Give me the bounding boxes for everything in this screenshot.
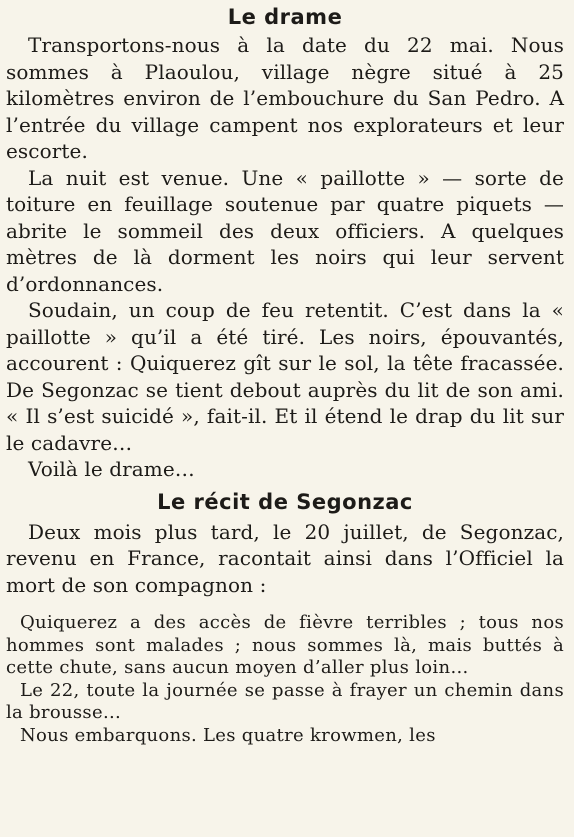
paragraph-voila: Voilà le drame…	[28, 457, 195, 481]
quote-paragraph-embark: Nous embarquons. Les quatre krowmen, les	[20, 724, 436, 746]
quote-paragraph-22: Le 22, toute la journée se passe à frayer un chemin dans la brousse…	[6, 679, 564, 723]
section-heading-le-recit: Le récit de Segonzac	[157, 489, 413, 514]
paragraph-gunshot: Soudain, un coup de feu retentit. C’est dans la « paillotte » qu’il a été tiré. Les noirs, épouvantés, accourent : Quiquerez gît sur le sol, la tête fracassée. De Segonzac se tient debout auprès du lit de son ami. « Il s’est suicidé », fait-il. Et il étend le drap du lit sur le cadavre…	[6, 298, 564, 455]
paragraph-two-months: Deux mois plus tard, le 20 juillet, de Segonzac, revenu en France, racontait ainsi dans l’Officiel la mort de son compagnon :	[6, 519, 564, 597]
quote-paragraph-fever: Quiquerez a des accès de fièvre terribles ; tous nos hommes sont malades ; nous sommes là, mais buttés à cette chute, sans aucun moyen d’aller plus loin…	[6, 612, 564, 678]
quoted-account	[6, 612, 564, 747]
paragraph-night: La nuit est venue. Une « paillotte » — sorte de toiture en feuillage soutenue par quatre piquets — abrite le sommeil des deux officiers. A quelques mètres de là dorment les noirs qui leur servent d’ordonnances.	[6, 165, 564, 296]
section-heading-le-drame: Le drame	[227, 5, 343, 29]
paragraph-date: Transportons-nous à la date du 22 mai. Nous sommes à Plaoulou, village nègre situé à 25 kilomètres environ de l’embouchure du San Pedro. A l’entrée du village campent nos explorateurs et leur escorte.	[6, 33, 564, 163]
